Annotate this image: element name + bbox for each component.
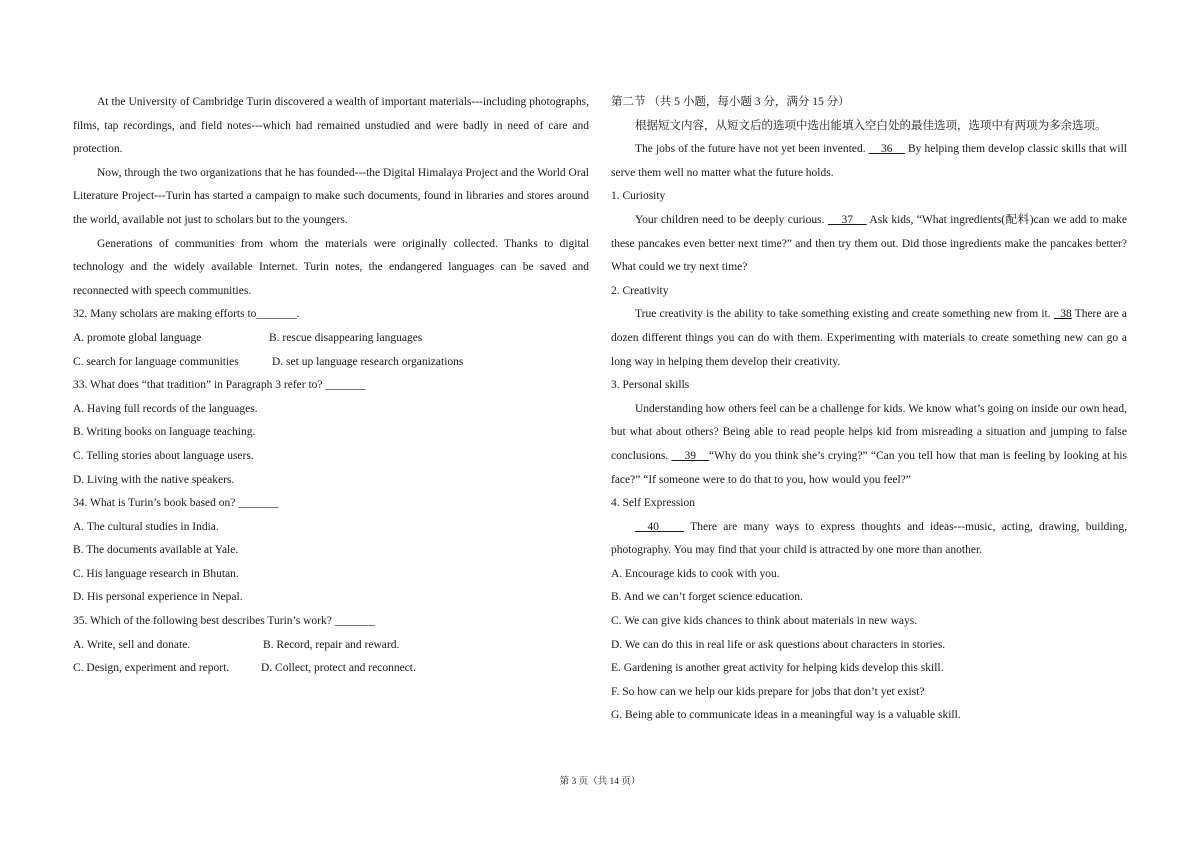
right-column (611, 91, 1127, 728)
question-34-option-b: B. The documents available at Yale. (73, 544, 239, 557)
intro-paragraph: The jobs of the future have not yet been invented. 36 By helping them develop classic skills that will serve them well no matter what the future holds. (611, 143, 1127, 179)
option-d: D. We can do this in real life or ask questions about characters in stories. (611, 638, 946, 651)
question-35-stem: 35. Which of the following best describes Turin’s work? _______ (73, 615, 375, 628)
curiosity-paragraph: Your children need to be deeply curious. 37 Ask kids, “What ingredients(配料)can we add to make these pancakes even better next time?” and then try them out. Did those ingredients make the pancakes better? What could we try next time? (611, 213, 1127, 274)
option-e: E. Gardening is another great activity for helping kids develop this skill. (611, 662, 944, 675)
question-34-option-a: A. The cultural studies in India. (73, 520, 219, 533)
question-35-options-row-1 (73, 634, 589, 658)
question-35-options-row-2 (73, 657, 589, 681)
option-c: C. We can give kids chances to think about materials in new ways. (611, 615, 918, 628)
question-35-option-b: B. Record, repair and reward. (263, 638, 400, 651)
question-33-option-b: B. Writing books on language teaching. (73, 426, 256, 439)
option-f: F. So how can we help our kids prepare for jobs that don’t yet exist? (611, 685, 925, 698)
blank-37: 37 (827, 213, 867, 226)
blank-36: 36 (868, 143, 905, 156)
question-35-option-a: A. Write, sell and donate. (73, 638, 191, 651)
question-34-option-d: D. His personal experience in Nepal. (73, 591, 243, 604)
question-32-option-a: A. promote global language (73, 331, 202, 344)
question-33-option-c: C. Telling stories about language users. (73, 449, 254, 462)
question-35-option-c: C. Design, experiment and report. (73, 662, 230, 675)
section-title: 第二节 （共 5 小题，每小题 3 分，满分 15 分） (611, 96, 850, 108)
question-35-option-d: D. Collect, protect and reconnect. (261, 662, 416, 675)
option-b: B. And we can’t forget science education. (611, 591, 803, 604)
left-column (73, 91, 589, 681)
section-instruction: 根据短文内容，从短文后的选项中选出能填入空白处的最佳选项，选项中有两项为多余选项。 (635, 119, 1107, 132)
reading-paragraph-1: At the University of Cambridge Turin discovered a wealth of important materials---including photographs, films, tap recordings, and field notes---which had remained unstudied and were badly in need of care and protection. (73, 96, 589, 156)
question-34-stem: 34. What is Turin’s book based on? _______ (73, 497, 279, 510)
option-g: G. Being able to communicate ideas in a meaningful way is a valuable skill. (611, 709, 961, 722)
creativity-paragraph: True creativity is the ability to take something existing and create something new from it. 38 There are a dozen different things you can do with them. Experimenting with materials to create something new can go a long way in helping them develop their creativity. (611, 308, 1127, 368)
question-32-options-row-1 (73, 327, 589, 351)
question-34-option-c: C. His language research in Bhutan. (73, 567, 239, 580)
heading-creativity: 2. Creativity (611, 284, 669, 297)
question-33-stem: 33. What does “that tradition” in Paragraph 3 refer to? _______ (73, 379, 366, 392)
blank-40: 40 (635, 520, 685, 533)
personal-skills-paragraph: Understanding how others feel can be a challenge for kids. We know what’s going on inside our own head, but what about others? Being able to read people helps kid from misreading a situation and jumping to false conclusions. 39 “Why do you think she’s crying?” “Can you tell how that man is feeling by looking at his face?” “If someone were to do that to you, how would you feel?” (611, 402, 1127, 486)
question-33-option-d: D. Living with the native speakers. (73, 473, 235, 486)
reading-paragraph-3: Generations of communities from whom the materials were originally collected. Thanks to digital technology and the widely available Internet. Turin notes, the endangered languages can be saved and reconnected with speech communities. (73, 237, 589, 297)
question-32-options-row-2 (73, 351, 589, 375)
page-number-footer: 第 3 页（共 14 页） (559, 777, 641, 787)
heading-curiosity: 1. Curiosity (611, 190, 666, 203)
blank-38: 38 (1053, 308, 1072, 321)
question-32-stem: 32. Many scholars are making efforts to_______. (73, 308, 300, 321)
self-expression-paragraph: 40 There are many ways to express thoughts and ideas---music, acting, drawing, building, photography. You may find that your child is attracted by one more than another. (611, 520, 1128, 557)
question-32-option-d: D. set up language research organizations (272, 355, 464, 368)
reading-paragraph-2: Now, through the two organizations that he has founded---the Digital Himalaya Project and the World Oral Literature Project---Turin has started a campaign to make such documents, found in libraries and stores around the world, available not just to scholars but to the youngers. (73, 166, 589, 226)
question-32-option-b: B. rescue disappearing languages (269, 331, 423, 344)
blank-39: 39 (671, 449, 709, 462)
heading-self-expression: 4. Self Expression (611, 497, 696, 510)
question-32-option-c: C. search for language communities (73, 355, 239, 368)
heading-personal-skills: 3. Personal skills (611, 379, 690, 392)
question-33-option-a: A. Having full records of the languages. (73, 402, 258, 415)
option-a: A. Encourage kids to cook with you. (611, 567, 780, 580)
